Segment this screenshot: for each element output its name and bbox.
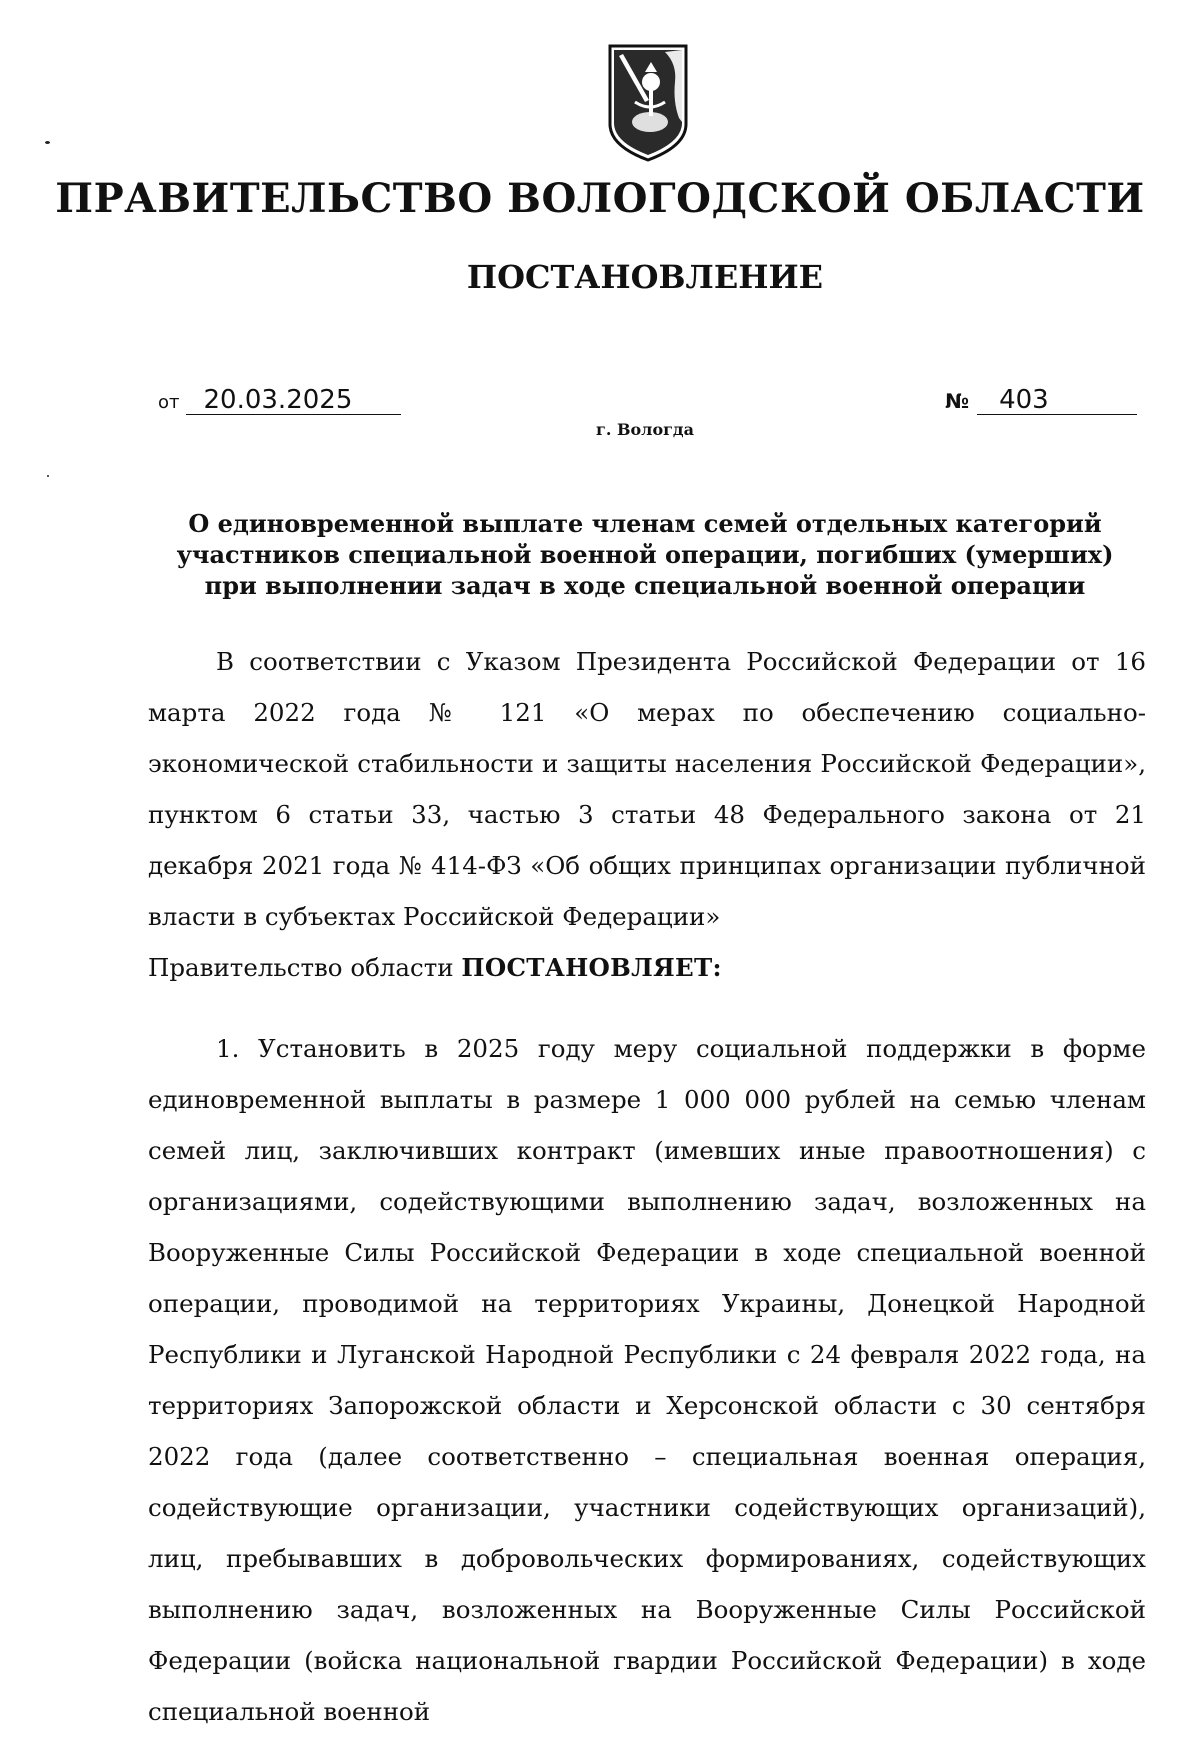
city-line: г. Вологда [596, 420, 694, 439]
subject-line: при выполнении задач в ходе специальной военной операции [204, 571, 1086, 600]
document-type: ПОСТАНОВЛЕНИЕ [466, 258, 824, 296]
preamble-paragraph: В соответствии с Указом Президента Российской Федерации от 16 марта 2022 года № 121 «О мерах по обеспечению социально-экономической стабильности и защиты населения Российской Федерации», пунктом 6 статьи 33, частью 3 статьи 48 Федерального закона от 21 декабря 2021 года № 414-ФЗ «Об общих принципах организации публичной власти в субъектах Российской Федерации» [148, 647, 1146, 931]
scan-speck [47, 475, 49, 477]
scan-speck [45, 141, 50, 144]
date-value: 20.03.2025 [186, 386, 401, 415]
organization-title: ПРАВИТЕЛЬСТВО ВОЛОГОДСКОЙ ОБЛАСТИ [55, 175, 1145, 222]
document-subject [150, 508, 1140, 601]
subject-line: участников специальной военной операции, погибших (умерших) [176, 540, 1114, 569]
document-date [158, 385, 401, 415]
number-prefix: № [945, 389, 970, 413]
date-prefix: от [158, 392, 180, 413]
document-body [148, 636, 1146, 1737]
resolution-lead: Правительство области [148, 953, 454, 982]
clause-paragraph: 1. Установить в 2025 году меру социальной поддержки в форме единовременной выплаты в размере 1 000 000 рублей на семью членам семей лиц, заключивших контракт (имевших иные правоотношения) с организациями, содействующими выполнению задач, возложенных на Вооруженные Силы Российской Федерации в ходе специальной военной операции, проводимой на территориях Украины, Донецкой Народной Республики и Луганской Народной Республики с 24 февраля 2022 года, на территориях Запорожской области и Херсонской области с 30 сентября 2022 года (далее соответственно – специальная военная операция, содействующие организации, участники содействующих организаций), лиц, пребывавших в добровольческих формированиях, содействующих выполнению задач, возложенных на Вооруженные Силы Российской Федерации (войска национальной гвардии Российской Федерации) в ходе специальной военной [148, 1034, 1146, 1726]
coat-of-arms-icon [605, 42, 691, 164]
paragraph-gap [148, 993, 1146, 1023]
resolution-line [148, 942, 1146, 993]
number-value: 403 [977, 386, 1137, 415]
subject-line: О единовременной выплате членам семей отдельных категорий [188, 509, 1102, 538]
resolution-keyword: ПОСТАНОВЛЯЕТ: [461, 953, 722, 982]
document-number [945, 385, 1137, 415]
